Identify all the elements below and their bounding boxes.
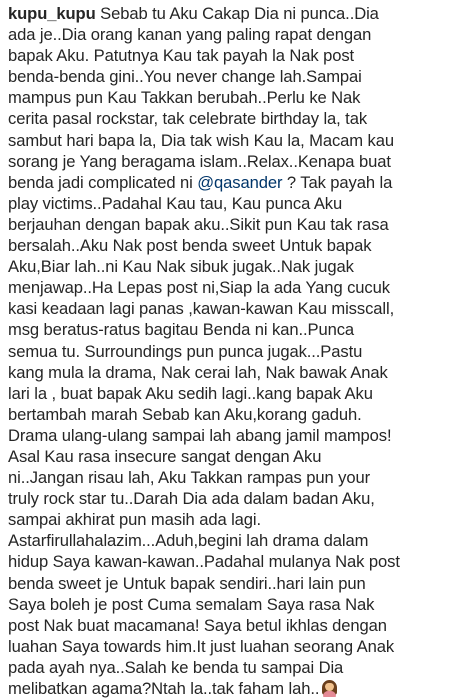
caption-line: bertambah marah Sebab kan Aku,korang gaduh. xyxy=(8,404,362,424)
caption-line xyxy=(8,3,444,24)
caption-line: cerita pasal rockstar, tak celebrate birthday la, tak xyxy=(8,109,368,129)
caption-text: ? Tak payah la xyxy=(282,172,393,192)
caption-line: Asal Kau rasa insecure sangat dengan Aku xyxy=(8,446,322,466)
caption-line: semua tu. Surroundings pun punca jugak...Pastu xyxy=(8,341,363,361)
caption-line: sorang je Yang beragama islam..Relax..Kenapa buat xyxy=(8,151,391,171)
caption-line: sampai akhirat pun masih ada lagi. xyxy=(8,510,262,530)
caption-line: benda sweet je Untuk bapak sendiri..hari lain pun xyxy=(8,573,366,593)
caption-text: benda jadi complicated ni xyxy=(8,172,198,192)
person-gesturing-ok-icon xyxy=(321,680,338,697)
caption-line: luahan Saya towards him.It just luahan seorang Anak xyxy=(8,636,395,656)
caption-line: Saya boleh je post Cuma semalam Saya rasa Nak xyxy=(8,594,375,614)
caption-line: Aku,Biar lah..ni Kau Nak sibuk jugak..Nak jugak xyxy=(8,257,354,277)
caption-line: hidup Saya kawan-kawan..Padahal mulanya Nak post xyxy=(8,552,400,572)
caption-line: benda-benda gini..You never change lah.Sampai xyxy=(8,67,362,87)
caption-line: ni..Jangan risau lah, Aku Takkan rampas pun your xyxy=(8,468,371,488)
caption-line: lari la , buat bapak Aku sedih lagi..kang bapak Aku xyxy=(8,383,373,403)
mention-link[interactable]: @qasander xyxy=(197,172,283,192)
caption-line xyxy=(8,172,444,193)
caption-line: truly rock star tu..Darah Dia ada dalam badan Aku, xyxy=(8,489,375,509)
username-link[interactable]: kupu_kupu xyxy=(8,4,96,23)
caption-line: kasi keadaan lagi panas ,kawan-kawan Kau misscall, xyxy=(8,299,395,319)
caption-line xyxy=(8,678,444,699)
caption-line: mampus pun Kau Takkan berubah..Perlu ke Nak xyxy=(8,88,361,108)
caption-line: ada je..Dia orang kanan yang paling rapat dengan xyxy=(8,25,372,45)
caption-line: Drama ulang-ulang sampai lah abang jamil mampos! xyxy=(8,425,392,445)
caption-line: post Nak buat macamana! Saya betul ikhlas dengan xyxy=(8,615,387,635)
caption-line: sambut hari bapa la, Dia tak wish Kau la, Macam kau xyxy=(8,130,394,150)
post-caption xyxy=(8,3,444,699)
caption-line: menjawap..Ha Lepas post ni,Siap la ada Yang cucuk xyxy=(8,278,390,298)
caption-line: pada ayah nya..Salah ke benda tu sampai Dia xyxy=(8,657,344,677)
caption-line: kang mula la drama, Nak cerai lah, Nak bawak Anak xyxy=(8,362,388,382)
caption-text: melibatkan agama?Ntah la..tak faham lah.. xyxy=(8,679,320,698)
caption-text: Sebab tu Aku Cakap Dia ni punca..Dia xyxy=(100,4,379,23)
caption-line: msg beratus-ratus bagitau Benda ni kan..Punca xyxy=(8,320,355,340)
caption-line: Astarfirullahalazim...Aduh,begini lah drama dalam xyxy=(8,531,369,551)
caption-line: berjauhan dengan bapak aku..Sikit pun Kau tak rasa xyxy=(8,214,389,234)
caption-line: play victims..Padahal Kau tau, Kau punca Aku xyxy=(8,193,343,213)
caption-line: bapak Aku. Patutnya Kau tak payah la Nak post xyxy=(8,46,355,66)
caption-line: bersalah..Aku Nak post benda sweet Untuk bapak xyxy=(8,236,372,256)
